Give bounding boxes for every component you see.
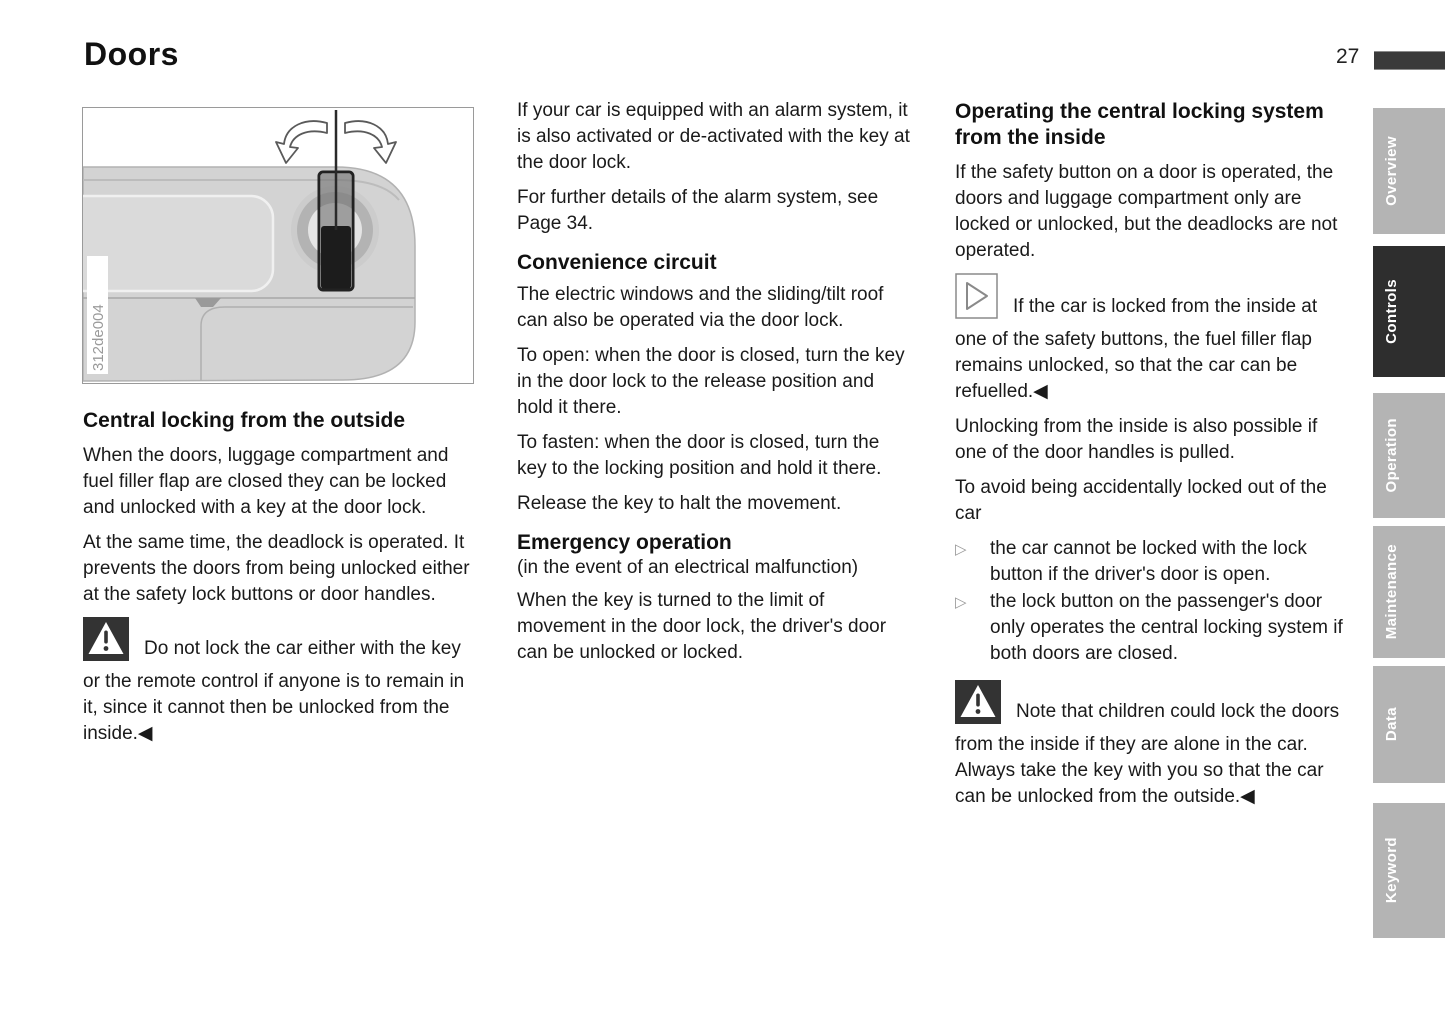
page-title: Doors [84, 36, 179, 72]
mid-paragraph-6: Release the key to halt the movement. [517, 493, 842, 514]
left-paragraph-2: At the same time, the deadlock is operated. It prevents the doors from being unlocked either at the safety lock buttons or door handles. [83, 532, 470, 605]
figure-code-label: 312de004 [90, 304, 107, 371]
emergency-operation-heading: Emergency operation [517, 531, 732, 554]
mid-paragraph-3: The electric windows and the sliding/tilt roof can also be operated via the door lock. [517, 284, 884, 331]
triangle-bullet-icon: ▷ [955, 594, 967, 611]
tab-controls[interactable] [1373, 246, 1445, 377]
mid-paragraph-7: When the key is turned to the limit of movement in the door lock, the driver's door can be unlocked or locked. [517, 590, 887, 663]
tab-data[interactable] [1373, 666, 1445, 783]
tab-keyword-label: Keyword [1383, 837, 1400, 904]
tab-keyword[interactable] [1373, 803, 1445, 938]
right-paragraph-2: Unlocking from the inside is also possible if one of the door handles is pulled. [955, 416, 1318, 463]
mid-paragraph-5: To fasten: when the door is closed, turn the key to the locking position and hold it there. [517, 432, 882, 479]
tab-operation[interactable] [1373, 393, 1445, 518]
play-triangle-icon [955, 273, 998, 327]
bullet-item-1-text: the car cannot be locked with the lock button if the driver's door is open. [990, 538, 1307, 585]
right-info-note [955, 273, 1347, 405]
tab-operation-label: Operation [1383, 418, 1400, 493]
tab-maintenance-label: Maintenance [1383, 544, 1400, 640]
corner-bar [1374, 51, 1445, 70]
warning-triangle-icon [955, 680, 1001, 732]
page-number: 27 [1336, 45, 1360, 68]
mid-paragraph-4: To open: when the door is closed, turn the key in the door lock to the release position and hold it there. [517, 345, 905, 418]
left-column-heading: Central locking from the outside [83, 409, 406, 432]
middle-column [517, 98, 911, 675]
right-paragraph-3: To avoid being accidentally locked out of the car [955, 477, 1327, 524]
bullet-item-2 [955, 589, 1347, 667]
tab-data-label: Data [1383, 707, 1400, 742]
right-column [955, 99, 1347, 819]
door-lock-figure [82, 107, 474, 384]
mid-paragraph-2: For further details of the alarm system, see Page 34. [517, 187, 879, 234]
bullet-item-1 [955, 536, 1347, 588]
left-paragraph-1: When the doors, luggage compartment and fuel filler flap are closed they can be locked and unlocked with a key at the door lock. [83, 445, 449, 518]
tab-controls-label: Controls [1383, 279, 1400, 344]
emergency-operation-subline: (in the event of an electrical malfunction) [517, 557, 859, 578]
tab-maintenance[interactable] [1373, 526, 1445, 658]
right-info-note-text: If the car is locked from the inside at one of the safety buttons, the fuel filler flap remains unlocked, so that the car can be refuelled.◀ [955, 296, 1318, 402]
triangle-bullet-icon: ▷ [955, 541, 967, 558]
right-paragraph-1: If the safety button on a door is operated, the doors and luggage compartment only are locked or unlocked, but the deadlocks are not operated. [955, 162, 1338, 261]
bullet-item-2-text: the lock button on the passenger's door only operates the central locking system if both doors are closed. [990, 591, 1343, 664]
tab-overview-label: Overview [1383, 136, 1400, 206]
mid-paragraph-1: If your car is equipped with an alarm system, it is also activated or de-activated with the key at the door lock. [517, 100, 910, 173]
door-lock-illustration [83, 108, 473, 383]
right-warning-note [955, 680, 1347, 810]
convenience-circuit-heading: Convenience circuit [517, 251, 717, 274]
warning-triangle-icon [83, 617, 129, 669]
left-warning-note [83, 617, 475, 747]
tab-overview[interactable] [1373, 108, 1445, 234]
right-column-heading: Operating the central locking system from the inside [955, 100, 1324, 149]
right-warning-text: Note that children could lock the doors from the inside if they are alone in the car. Always take the key with you so that the car can be unlocked from the outside.◀ [955, 701, 1340, 807]
left-warning-text: Do not lock the car either with the key or the remote control if anyone is to remain in it, since it cannot then be unlocked from the inside.◀ [83, 638, 465, 744]
left-column [83, 408, 475, 756]
